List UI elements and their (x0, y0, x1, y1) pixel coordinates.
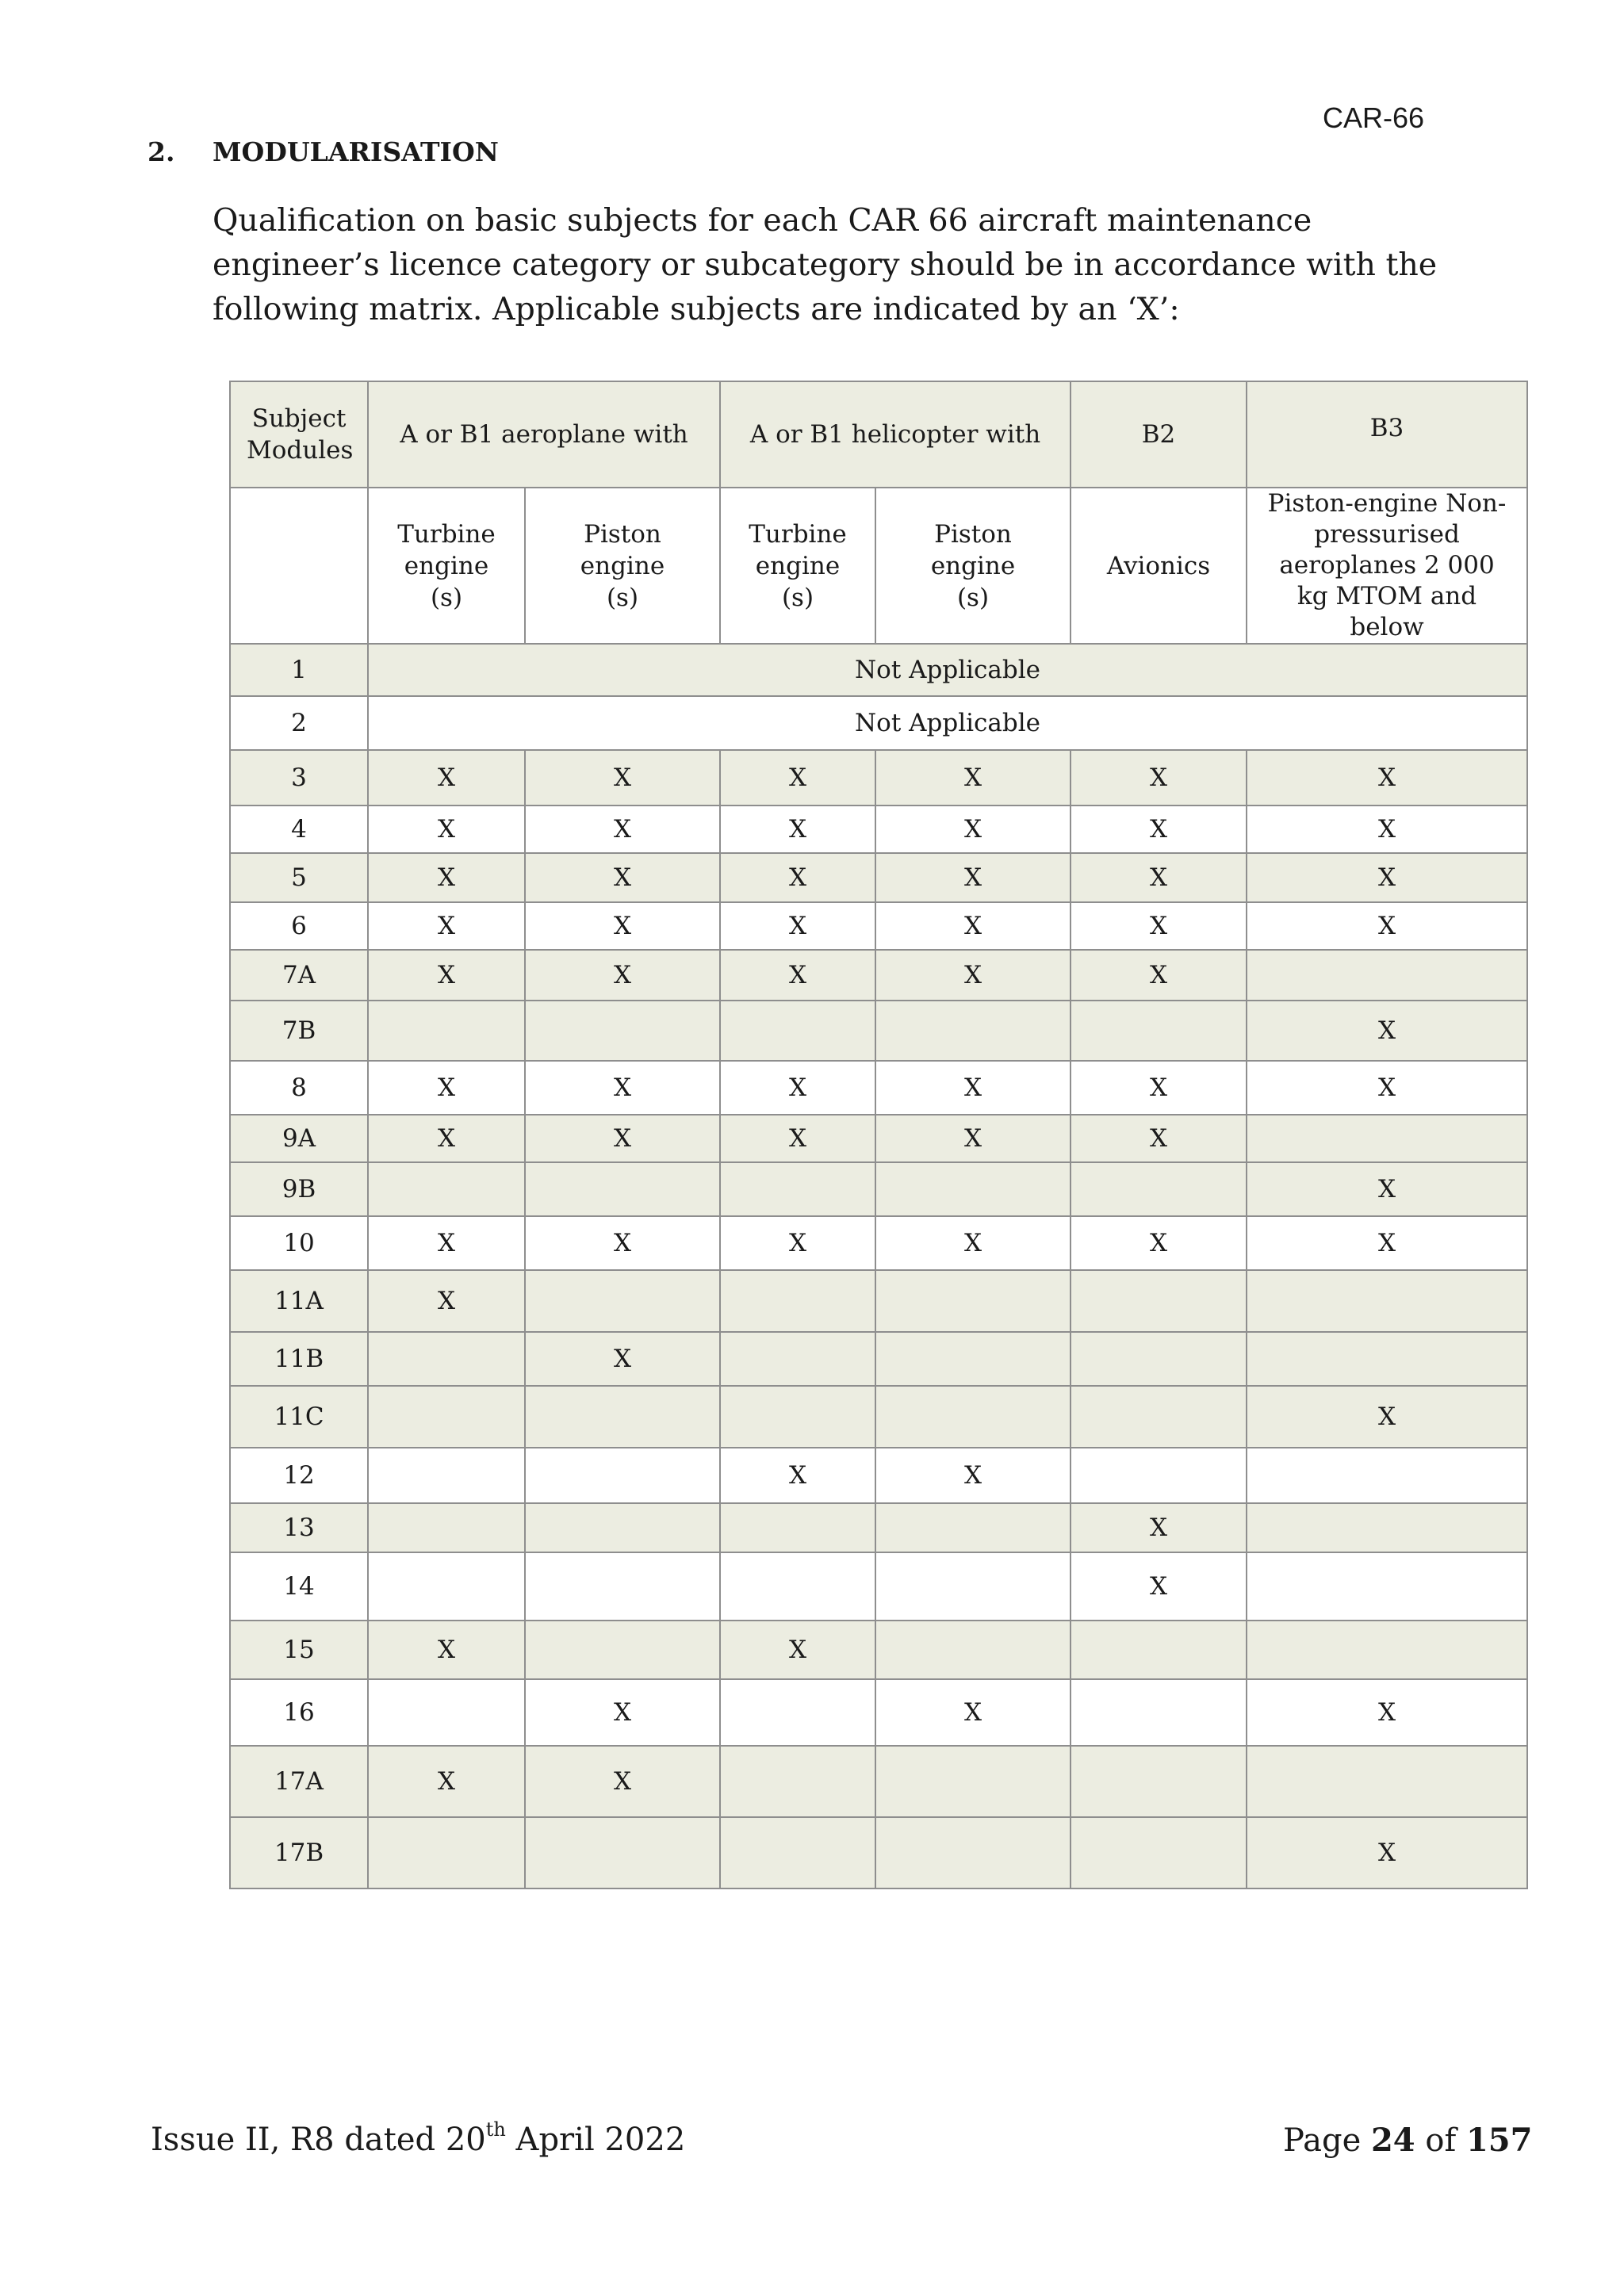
applicability-cell (720, 1001, 875, 1061)
table-row (230, 902, 1527, 950)
applicability-cell: X (1247, 902, 1527, 950)
applicability-cell (1247, 1448, 1527, 1503)
applicability-cell: X (368, 950, 525, 1001)
applicability-cell: X (720, 1448, 875, 1503)
applicability-cell (1247, 1332, 1527, 1386)
applicability-cell: X (720, 1115, 875, 1162)
applicability-cell: X (525, 806, 720, 853)
applicability-cell (368, 1552, 525, 1621)
applicability-cell (875, 1621, 1071, 1679)
applicability-cell (368, 1001, 525, 1061)
table-row (230, 1621, 1527, 1679)
applicability-cell (525, 1621, 720, 1679)
header-subject-modules: Subject Modules (230, 381, 368, 488)
table-row (230, 1162, 1527, 1216)
header-aeroplane: A or B1 aeroplane with (368, 381, 720, 488)
applicability-cell: X (875, 902, 1071, 950)
module-number: 10 (230, 1216, 368, 1270)
applicability-cell (720, 1332, 875, 1386)
table-row (230, 1817, 1527, 1888)
applicability-cell (875, 1817, 1071, 1888)
module-number: 4 (230, 806, 368, 853)
table-row (230, 806, 1527, 853)
applicability-cell: X (1071, 853, 1247, 902)
table-row (230, 750, 1527, 806)
section-number: 2. (147, 136, 175, 167)
applicability-cell (368, 1679, 525, 1746)
applicability-cell: X (1071, 1216, 1247, 1270)
applicability-cell (1071, 1270, 1247, 1332)
applicability-cell (1247, 1503, 1527, 1552)
applicability-cell (875, 1552, 1071, 1621)
applicability-cell: X (1247, 1386, 1527, 1448)
applicability-cell (1071, 1679, 1247, 1746)
section-heading (147, 136, 499, 167)
footer-issue-suffix: April 2022 (505, 2122, 686, 2158)
module-number: 16 (230, 1679, 368, 1746)
applicability-cell: X (525, 950, 720, 1001)
applicability-cell (368, 1162, 525, 1216)
module-number: 7B (230, 1001, 368, 1061)
module-number: 13 (230, 1503, 368, 1552)
applicability-cell (720, 1552, 875, 1621)
module-number: 7A (230, 950, 368, 1001)
applicability-cell: X (1247, 1001, 1527, 1061)
applicability-cell: X (1071, 902, 1247, 950)
section-title: MODULARISATION (213, 136, 499, 167)
applicability-cell (875, 1332, 1071, 1386)
module-number: 11A (230, 1270, 368, 1332)
applicability-cell (875, 1001, 1071, 1061)
applicability-cell: X (1247, 806, 1527, 853)
subheader-b2-avionics: Avionics (1071, 488, 1247, 644)
module-number: 11C (230, 1386, 368, 1448)
footer-page-number (1283, 2122, 1532, 2159)
applicability-cell: X (720, 950, 875, 1001)
applicability-cell (525, 1001, 720, 1061)
applicability-cell: X (720, 806, 875, 853)
table-row (230, 1115, 1527, 1162)
table-row (230, 644, 1527, 696)
applicability-cell (1071, 1332, 1247, 1386)
applicability-cell: X (525, 1332, 720, 1386)
applicability-cell (1071, 1001, 1247, 1061)
table-row (230, 853, 1527, 902)
applicability-cell (720, 1503, 875, 1552)
applicability-cell (875, 1162, 1071, 1216)
applicability-cell: X (368, 1621, 525, 1679)
module-number: 5 (230, 853, 368, 902)
applicability-cell: X (720, 1621, 875, 1679)
applicability-cell: X (1071, 1552, 1247, 1621)
applicability-cell: X (525, 1061, 720, 1115)
module-number: 15 (230, 1621, 368, 1679)
module-number: 2 (230, 696, 368, 750)
applicability-cell: X (1247, 1162, 1527, 1216)
applicability-cell (368, 1503, 525, 1552)
applicability-cell: X (525, 1115, 720, 1162)
applicability-cell (368, 1332, 525, 1386)
applicability-cell: X (720, 853, 875, 902)
applicability-cell: X (875, 1679, 1071, 1746)
table-row (230, 1001, 1527, 1061)
table-subheader-row (230, 488, 1527, 644)
footer-page-total: 157 (1465, 2122, 1533, 2159)
applicability-cell: X (525, 750, 720, 806)
applicability-cell (525, 1386, 720, 1448)
table-row (230, 1332, 1527, 1386)
applicability-cell (1071, 1817, 1247, 1888)
footer-page-label: Page (1283, 2122, 1371, 2159)
applicability-cell (525, 1162, 720, 1216)
applicability-cell: X (720, 750, 875, 806)
applicability-cell: X (720, 902, 875, 950)
module-number: 8 (230, 1061, 368, 1115)
table-row (230, 1746, 1527, 1817)
applicability-cell (1071, 1746, 1247, 1817)
table-row (230, 1270, 1527, 1332)
applicability-cell (875, 1746, 1071, 1817)
subheader-heli-piston: Piston engine (s) (875, 488, 1071, 644)
applicability-cell: X (720, 1061, 875, 1115)
table-row (230, 1216, 1527, 1270)
modularisation-matrix (229, 381, 1528, 1889)
applicability-cell: X (1071, 806, 1247, 853)
applicability-cell: X (1071, 1061, 1247, 1115)
applicability-cell: X (368, 1115, 525, 1162)
applicability-cell: X (875, 1115, 1071, 1162)
module-number: 11B (230, 1332, 368, 1386)
applicability-cell: X (368, 1746, 525, 1817)
applicability-cell (1071, 1386, 1247, 1448)
module-number: 17B (230, 1817, 368, 1888)
applicability-cell: X (1247, 1679, 1527, 1746)
module-number: 6 (230, 902, 368, 950)
applicability-cell (1247, 1746, 1527, 1817)
applicability-cell: X (875, 1448, 1071, 1503)
footer-page-current: 24 (1370, 2122, 1415, 2159)
applicability-cell (1247, 1270, 1527, 1332)
module-number: 9A (230, 1115, 368, 1162)
header-b2: B2 (1071, 381, 1247, 488)
table-row (230, 1386, 1527, 1448)
applicability-cell (525, 1817, 720, 1888)
footer-page-of: of (1415, 2122, 1466, 2159)
applicability-cell (1071, 1162, 1247, 1216)
module-number: 3 (230, 750, 368, 806)
header-b3: B3 (1247, 381, 1527, 488)
table-header-row (230, 381, 1527, 488)
applicability-cell (525, 1552, 720, 1621)
applicability-cell: X (875, 750, 1071, 806)
applicability-cell: X (525, 1216, 720, 1270)
applicability-cell: X (720, 1216, 875, 1270)
subheader-aero-turbine: Turbine engine (s) (368, 488, 525, 644)
applicability-cell: X (368, 806, 525, 853)
applicability-cell: X (368, 750, 525, 806)
applicability-cell: X (368, 902, 525, 950)
applicability-cell (720, 1746, 875, 1817)
applicability-cell: X (1071, 1503, 1247, 1552)
subheader-heli-turbine: Turbine engine (s) (720, 488, 875, 644)
applicability-cell: X (368, 1270, 525, 1332)
applicability-cell (1247, 950, 1527, 1001)
intro-paragraph: Qualification on basic subjects for each CAR 66 aircraft maintenance engineer’s licence category or subcategory should be in accordance with the following matrix. Applicable subjects are indicated by an ‘X’: (213, 202, 1438, 327)
applicability-cell: X (1247, 1817, 1527, 1888)
not-applicable-cell: Not Applicable (368, 644, 1527, 696)
table-row (230, 1679, 1527, 1746)
applicability-cell: X (368, 1216, 525, 1270)
applicability-cell (368, 1817, 525, 1888)
applicability-cell: X (525, 1746, 720, 1817)
header-helicopter: A or B1 helicopter with (720, 381, 1071, 488)
applicability-cell: X (875, 1061, 1071, 1115)
applicability-cell (875, 1270, 1071, 1332)
subheader-aero-piston: Piston engine (s) (525, 488, 720, 644)
footer-issue-sup: th (485, 2118, 506, 2141)
applicability-cell (525, 1448, 720, 1503)
applicability-cell: X (368, 1061, 525, 1115)
applicability-cell: X (875, 1216, 1071, 1270)
footer-issue (151, 2118, 686, 2158)
applicability-cell: X (1247, 750, 1527, 806)
applicability-cell: X (875, 950, 1071, 1001)
table-row (230, 950, 1527, 1001)
applicability-cell (720, 1162, 875, 1216)
applicability-cell: X (1247, 1216, 1527, 1270)
applicability-cell (720, 1270, 875, 1332)
applicability-cell (720, 1817, 875, 1888)
applicability-cell (1071, 1448, 1247, 1503)
applicability-cell (720, 1386, 875, 1448)
table-row (230, 696, 1527, 750)
applicability-cell (1247, 1552, 1527, 1621)
module-number: 1 (230, 644, 368, 696)
applicability-cell: X (525, 902, 720, 950)
table-row (230, 1061, 1527, 1115)
applicability-cell: X (1071, 1115, 1247, 1162)
subheader-b3-description: Piston-engine Non-pressurised aeroplanes 2 000 kg MTOM and below (1247, 488, 1527, 644)
applicability-cell: X (1071, 950, 1247, 1001)
applicability-cell (1071, 1621, 1247, 1679)
applicability-cell (368, 1386, 525, 1448)
applicability-cell: X (1247, 1061, 1527, 1115)
applicability-cell (368, 1448, 525, 1503)
applicability-cell: X (1247, 853, 1527, 902)
applicability-cell (875, 1386, 1071, 1448)
table-row (230, 1448, 1527, 1503)
applicability-cell: X (368, 853, 525, 902)
applicability-cell: X (875, 806, 1071, 853)
module-number: 12 (230, 1448, 368, 1503)
not-applicable-cell: Not Applicable (368, 696, 1527, 750)
applicability-cell (1247, 1621, 1527, 1679)
document-tag: CAR-66 (1323, 101, 1425, 134)
footer-issue-prefix: Issue II, R8 dated 20 (151, 2122, 486, 2158)
applicability-cell (720, 1679, 875, 1746)
module-number: 17A (230, 1746, 368, 1817)
table-row (230, 1552, 1527, 1621)
applicability-cell: X (525, 1679, 720, 1746)
applicability-cell (525, 1270, 720, 1332)
table-row (230, 1503, 1527, 1552)
applicability-cell (1247, 1115, 1527, 1162)
applicability-cell: X (525, 853, 720, 902)
applicability-cell (525, 1503, 720, 1552)
applicability-cell (875, 1503, 1071, 1552)
module-number: 9B (230, 1162, 368, 1216)
applicability-cell: X (875, 853, 1071, 902)
module-number: 14 (230, 1552, 368, 1621)
applicability-cell: X (1071, 750, 1247, 806)
subheader-empty (230, 488, 368, 644)
